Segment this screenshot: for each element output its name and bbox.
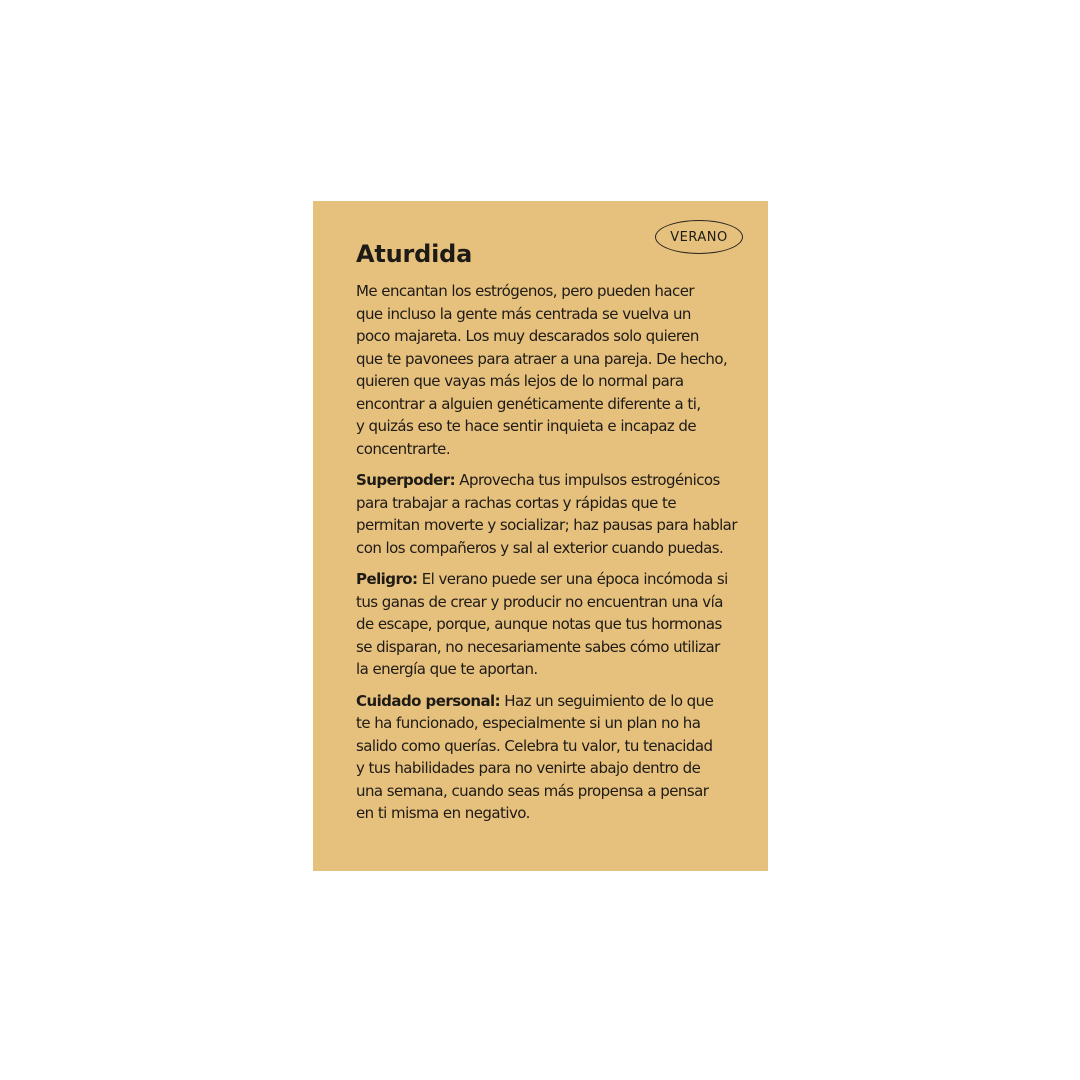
danger-label: Peligro: bbox=[356, 570, 418, 588]
self-care-text: Haz un seguimiento de lo que te ha funcionado, especialmente si un plan no ha salido como querías. Celebra tu valor, tu tenacidad y tus habilidades para no venirte abajo dentro de una semana, cuando seas más propensa a pensar en ti misma en negativo. bbox=[356, 691, 714, 822]
info-card bbox=[313, 201, 768, 871]
danger-text: El verano puede ser una época incómoda si tus ganas de crear y producir no encuentran una vía de escape, porque, aunque notas que tus hormonas se disparan, no necesariamente sabes cómo utilizar la energía que te aportan. bbox=[356, 570, 728, 678]
superpower-paragraph bbox=[356, 469, 748, 559]
card-title: Aturdida bbox=[356, 240, 473, 268]
self-care-paragraph bbox=[356, 690, 748, 825]
superpower-label: Superpoder: bbox=[356, 471, 456, 489]
self-care-label: Cuidado personal: bbox=[356, 691, 501, 710]
superpower-text: Aprovecha tus impulsos estrogénicos para trabajar a rachas cortas y rápidas que te permitan moverte y socializar; haz pausas para hablar con los compañeros y sal al exterior cuando puedas. bbox=[356, 471, 737, 557]
danger-paragraph bbox=[356, 568, 748, 681]
season-badge: VERANO bbox=[655, 220, 743, 254]
intro-paragraph: Me encantan los estrógenos, pero pueden hacer que incluso la gente más centrada se vuelva un poco majareta. Los muy descarados solo quieren que te pavonees para atraer a una pareja. De hecho, quieren que vayas más lejos de lo normal para encontrar a alguien genéticamente diferente a ti, y quizás eso te hace sentir inquieta e incapaz de concentrarte. bbox=[356, 282, 728, 458]
